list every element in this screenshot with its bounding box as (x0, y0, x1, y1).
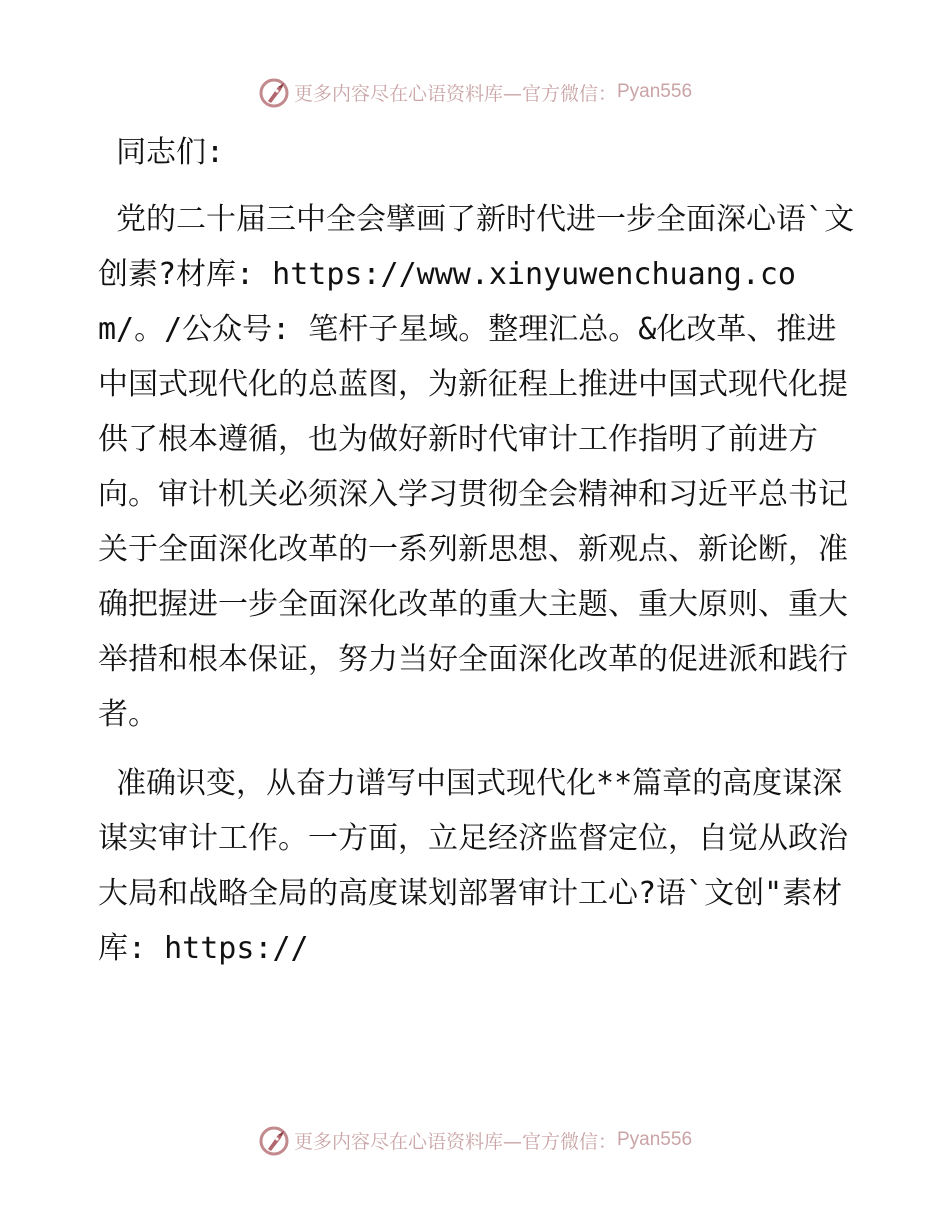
paragraph-1: 党的二十届三中全会擘画了新时代进一步全面深心语`文创素?材库: https://www.xinyuwenchuang.com/。/公众号: 笔杆子星域。整理汇总。&化改革、推进中国式现代化的总蓝图，为新征程上推进中国式现代化提供了根本遵循，也为做好新时代审计工作指明了前进方向。审计机关必须深入学习贯彻全会精神和习近平总书记关于全面深化改革的一系列新思想、新观点、新论断，准确把握进一步全面深化改革的重大主题、重大原则、重大举措和根本保证，努力当好全面深化改革的促进派和践行者。 (98, 202, 855, 732)
pen-nib-circle-icon (258, 75, 292, 109)
document-body (98, 125, 858, 976)
header-watermark (0, 72, 950, 112)
salutation: 同志们: (98, 135, 225, 170)
watermark-handle: Pyan556 (617, 81, 693, 102)
watermark-handle: Pyan556 (617, 1129, 693, 1150)
paragraph-2: 准确识变，从奋力谱写中国式现代化**篇章的高度谋深谋实审计工作。一方面，立足经济监督定位，自觉从政治大局和战略全局的高度谋划部署审计工心?语`文创"素材库: https:// (98, 766, 848, 966)
pen-nib-circle-icon (258, 1123, 292, 1157)
footer-watermark (0, 1120, 950, 1160)
watermark-text: 更多内容尽在心语资料库—官方微信： (293, 1130, 617, 1153)
watermark-text: 更多内容尽在心语资料库—官方微信： (293, 82, 617, 105)
